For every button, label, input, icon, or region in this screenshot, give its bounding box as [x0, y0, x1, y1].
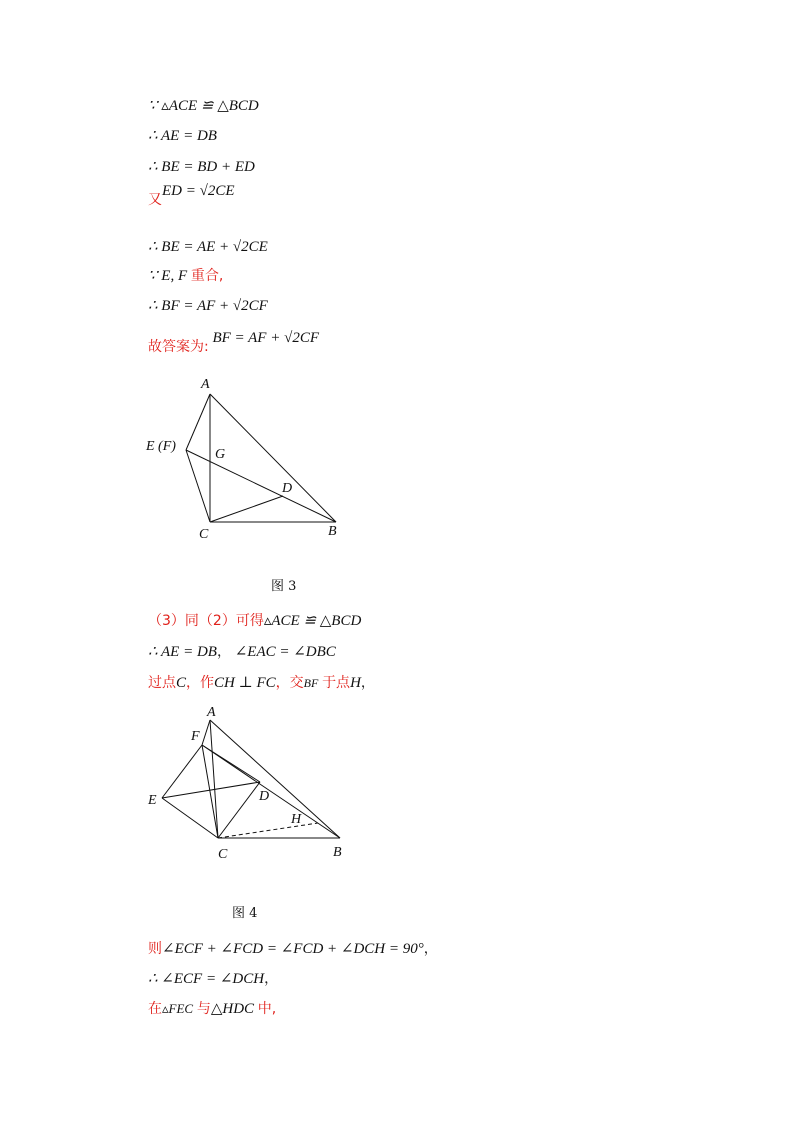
fig3-label-a: A — [201, 377, 210, 392]
fig4-segment-ac — [210, 720, 218, 838]
fig4-segment-ed — [162, 782, 260, 798]
fig3-segment-ab — [210, 394, 336, 522]
part3-line-4-a: 则 — [148, 941, 162, 957]
part3-line-6-b: ▵FEC — [162, 1001, 194, 1016]
fig4-segment-ec — [162, 798, 218, 838]
fig4-label-a: A — [207, 705, 216, 720]
part3-line-2-comma: ， — [216, 644, 231, 660]
part3-line-3-g: 于点 — [322, 675, 351, 691]
fig4-label-h: H — [291, 812, 302, 827]
proof-line-1: ∵ ▵ACE ≌ △BCD — [148, 98, 259, 114]
part3-line-6-d: △HDC — [210, 1001, 255, 1017]
proof-line-6-math: ∵ E, F — [148, 268, 188, 284]
fig4-segment-fc — [202, 745, 218, 838]
part3-line-2 — [148, 641, 336, 661]
part3-line-6-e: 中, — [257, 1001, 277, 1017]
fig3-segment-ec — [186, 450, 210, 522]
proof-line-7: ∴ BF = AF + √2CF — [148, 298, 268, 314]
part3-intro: （3）同（2）可得 — [148, 613, 264, 629]
part3-congruence: ▵ACE ≌ △BCD — [263, 613, 362, 629]
answer-math: BF = AF + √2CF — [212, 330, 319, 346]
proof-line-2: ∴ AE = DB — [148, 128, 217, 144]
part3-line-3-b: C — [176, 675, 187, 691]
part3-line-3-a: 过点 — [148, 675, 176, 691]
proof-line-3: ∴ BE = BD + ED — [148, 159, 255, 175]
fig4-segment-ef — [162, 745, 202, 798]
fig3-segment-ea — [186, 394, 210, 450]
part3-line-3-e: ，交 — [275, 675, 304, 691]
part3-line-4 — [148, 938, 438, 958]
fig3-label-ef: E (F) — [146, 439, 176, 454]
part3-line-5-b: ， — [264, 971, 279, 987]
fig4-label-e: E — [148, 793, 157, 808]
part3-line-3-c: ，作 — [186, 675, 215, 691]
part3-line-6 — [148, 998, 276, 1018]
fig3-label-d: D — [282, 481, 293, 496]
fig3-segment-cd — [210, 496, 283, 522]
fig4-segment-cd — [218, 782, 260, 838]
fig4-label-b: B — [333, 845, 342, 860]
proof-line-4 — [148, 183, 235, 209]
part3-line-2-c: ∠EAC = ∠DBC — [234, 644, 336, 660]
fig4-label-f: F — [191, 729, 200, 744]
fig3-segment-eb — [186, 450, 336, 522]
answer-label: 故答案为: — [148, 339, 209, 355]
part3-line-5 — [148, 968, 278, 988]
proof-line-4-math: ED = √2CE — [162, 183, 235, 199]
part3-line-3-f: BF — [303, 676, 319, 690]
fig4-segment-ab — [210, 720, 340, 838]
fig4-segment-fa — [202, 720, 210, 745]
fig4-segment-fd — [202, 745, 260, 782]
proof-line-8 — [148, 330, 319, 356]
fig3-label-g: G — [215, 447, 226, 462]
part3-line-3-h: H — [350, 675, 361, 691]
proof-line-6-suffix: 重合, — [190, 268, 224, 284]
part3-line-4-b: ∠ECF + ∠FCD = ∠FCD + ∠DCH = 90° — [162, 941, 424, 957]
proof-line-5: ∴ BE = AE + √2CE — [148, 239, 268, 255]
fig3-label-c: C — [199, 527, 209, 542]
part3-line-3 — [148, 672, 375, 692]
part3-line-3-i: ， — [360, 675, 375, 691]
part3-line-4-c: ， — [423, 941, 438, 957]
part3-line-5-a: ∴ ∠ECF = ∠DCH — [148, 971, 265, 987]
fig4-segment-fb — [202, 745, 340, 838]
proof-line-4-prefix: 又 — [148, 192, 162, 208]
part3-line-6-a: 在 — [148, 1001, 162, 1017]
part3-line-3-d: CH ⊥ FC — [214, 675, 276, 691]
fig3-label-b: B — [328, 524, 337, 539]
fig3-caption: 图 3 — [271, 579, 297, 594]
part3-line-2-a: ∴ AE = DB — [148, 644, 217, 660]
part3-line-1 — [148, 610, 361, 630]
fig4-caption: 图 4 — [232, 906, 258, 921]
fig4-segment-ch-dashed — [218, 823, 318, 838]
fig4-label-c: C — [218, 847, 228, 862]
fig4-label-d: D — [259, 789, 270, 804]
part3-line-6-c: 与 — [196, 1001, 211, 1017]
proof-line-6 — [148, 265, 223, 285]
